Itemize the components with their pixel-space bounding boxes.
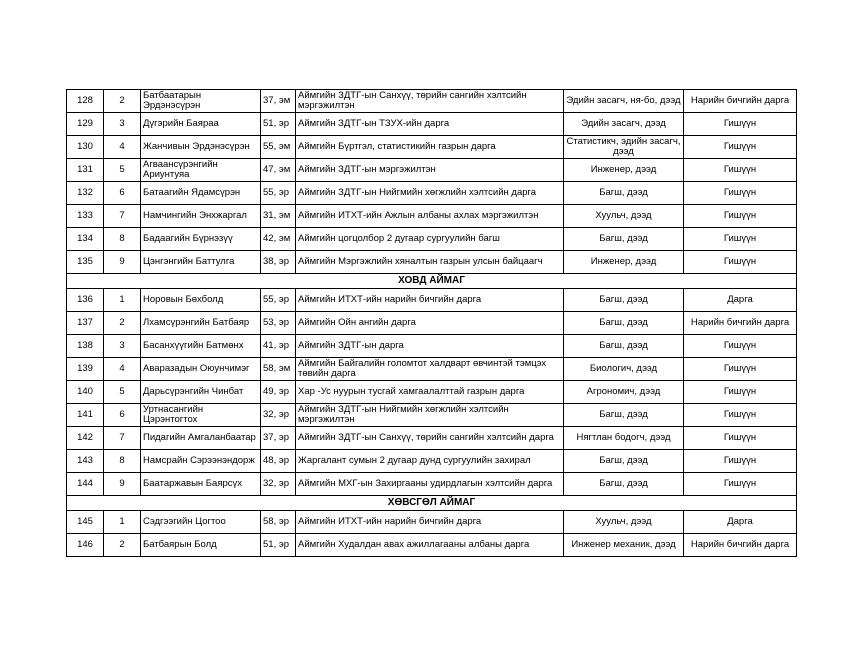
row-number: 135	[67, 251, 104, 274]
member-role: Гишүүн	[684, 335, 797, 358]
table-body	[67, 90, 797, 557]
row-index: 9	[104, 473, 141, 496]
member-position: Аймгийн Мэргэжлийн хяналтын газрын улсын байцаагч	[296, 251, 564, 274]
row-index: 3	[104, 113, 141, 136]
region-name: ХӨВСГӨЛ АЙМАГ	[67, 496, 797, 511]
region-header-row	[67, 496, 797, 511]
member-name: Басанхүүгийн Батмөнх	[141, 335, 261, 358]
member-education: Хуульч, дээд	[564, 205, 684, 228]
member-position: Аймгийн Ойн ангийн дарга	[296, 312, 564, 335]
member-name: Пидагийн Амгаланбаатар	[141, 427, 261, 450]
row-index: 6	[104, 404, 141, 427]
row-number: 132	[67, 182, 104, 205]
row-number: 144	[67, 473, 104, 496]
commission-members-table	[66, 89, 797, 557]
row-index: 4	[104, 358, 141, 381]
member-age-gender: 38, эр	[261, 251, 296, 274]
member-name: Агваансүрэнгийн Ариунтуяа	[141, 159, 261, 182]
member-education: Багш, дээд	[564, 182, 684, 205]
member-age-gender: 51, эр	[261, 113, 296, 136]
member-name: Намчингийн Энхжаргал	[141, 205, 261, 228]
member-role: Гишүүн	[684, 159, 797, 182]
row-index: 9	[104, 251, 141, 274]
row-number: 136	[67, 289, 104, 312]
member-age-gender: 51, эр	[261, 534, 296, 557]
member-role: Гишүүн	[684, 113, 797, 136]
member-education: Багш, дээд	[564, 335, 684, 358]
row-index: 7	[104, 205, 141, 228]
member-name: Аваразадын Оюунчимэг	[141, 358, 261, 381]
member-role: Дарга	[684, 289, 797, 312]
member-position: Аймгийн ЗДТГ-ын мэргэжилтэн	[296, 159, 564, 182]
member-role: Гишүүн	[684, 182, 797, 205]
member-role: Гишүүн	[684, 136, 797, 159]
member-education: Багш, дээд	[564, 473, 684, 496]
member-position: Аймгийн ЗДТГ-ын Санхүү, төрийн сангийн хэлтсийн дарга	[296, 427, 564, 450]
table-row	[67, 473, 797, 496]
member-education: Багш, дээд	[564, 404, 684, 427]
row-index: 6	[104, 182, 141, 205]
row-index: 4	[104, 136, 141, 159]
member-education: Инженер, дээд	[564, 159, 684, 182]
row-number: 141	[67, 404, 104, 427]
row-index: 1	[104, 511, 141, 534]
member-age-gender: 55, эр	[261, 182, 296, 205]
member-position: Аймгийн Бүртгэл, статистикийн газрын дарга	[296, 136, 564, 159]
member-name: Баатаржавын Баярсүх	[141, 473, 261, 496]
table-row	[67, 511, 797, 534]
member-name: Дарьсүрэнгийн Чинбат	[141, 381, 261, 404]
member-position: Аймгийн цогцолбор 2 дугаар сургуулийн багш	[296, 228, 564, 251]
member-education: Нягтлан бодогч, дээд	[564, 427, 684, 450]
member-age-gender: 32, эр	[261, 404, 296, 427]
member-position: Аймгийн ЗДТГ-ын Нийгмийн хөгжлийн хэлтсийн мэргэжилтэн	[296, 404, 564, 427]
row-index: 8	[104, 450, 141, 473]
table-row	[67, 534, 797, 557]
row-number: 130	[67, 136, 104, 159]
member-position: Аймгийн ЗДТГ-ын Нийгмийн хөгжлийн хэлтсийн дарга	[296, 182, 564, 205]
region-header-row	[67, 274, 797, 289]
member-age-gender: 53, эр	[261, 312, 296, 335]
member-name: Норовын Бөхболд	[141, 289, 261, 312]
row-index: 5	[104, 381, 141, 404]
row-index: 2	[104, 534, 141, 557]
table-row	[67, 90, 797, 113]
member-name: Лхамсүрэнгийн Батбаяр	[141, 312, 261, 335]
member-role: Гишүүн	[684, 404, 797, 427]
member-age-gender: 31, эм	[261, 205, 296, 228]
member-role: Гишүүн	[684, 228, 797, 251]
member-education: Багш, дээд	[564, 228, 684, 251]
row-number: 133	[67, 205, 104, 228]
table-row	[67, 381, 797, 404]
table-row	[67, 159, 797, 182]
member-position: Аймгийн ИТХТ-ийн нарийн бичгийн дарга	[296, 289, 564, 312]
row-number: 140	[67, 381, 104, 404]
table-row	[67, 427, 797, 450]
member-age-gender: 58, эм	[261, 358, 296, 381]
row-number: 131	[67, 159, 104, 182]
member-age-gender: 49, эр	[261, 381, 296, 404]
member-education: Багш, дээд	[564, 312, 684, 335]
table-row	[67, 182, 797, 205]
region-name: ХОВД АЙМАГ	[67, 274, 797, 289]
row-index: 3	[104, 335, 141, 358]
member-education: Агрономич, дээд	[564, 381, 684, 404]
table-row	[67, 404, 797, 427]
row-index: 8	[104, 228, 141, 251]
member-name: Батбаярын Болд	[141, 534, 261, 557]
row-number: 138	[67, 335, 104, 358]
member-role: Дарга	[684, 511, 797, 534]
row-index: 7	[104, 427, 141, 450]
member-education: Багш, дээд	[564, 289, 684, 312]
member-education: Инженер, дээд	[564, 251, 684, 274]
member-role: Гишүүн	[684, 427, 797, 450]
member-age-gender: 41, эр	[261, 335, 296, 358]
member-position: Аймгийн ЗДТГ-ын Санхүү, төрийн сангийн хэлтсийн мэргэжилтэн	[296, 90, 564, 113]
member-age-gender: 42, эм	[261, 228, 296, 251]
member-age-gender: 58, эр	[261, 511, 296, 534]
row-number: 137	[67, 312, 104, 335]
member-age-gender: 55, эм	[261, 136, 296, 159]
member-age-gender: 48, эр	[261, 450, 296, 473]
member-age-gender: 37, эр	[261, 427, 296, 450]
member-age-gender: 55, эр	[261, 289, 296, 312]
member-name: Дүгэрийн Баяраа	[141, 113, 261, 136]
member-position: Аймгийн ЗДТГ-ын ТЗУХ-ийн дарга	[296, 113, 564, 136]
member-name: Жанчивын Эрдэнэсүрэн	[141, 136, 261, 159]
table-row	[67, 289, 797, 312]
row-number: 143	[67, 450, 104, 473]
member-position: Аймгийн Байгалийн голомтот халдварт өвчинтэй тэмцэх төвийн дарга	[296, 358, 564, 381]
member-education: Статистикч, эдийн засагч, дээд	[564, 136, 684, 159]
member-role: Нарийн бичгийн дарга	[684, 90, 797, 113]
row-number: 145	[67, 511, 104, 534]
member-age-gender: 32, эр	[261, 473, 296, 496]
member-position: Хар -Ус нуурын тусгай хамгаалалттай газрын дарга	[296, 381, 564, 404]
member-name: Сэдгээгийн Цогтоо	[141, 511, 261, 534]
row-number: 128	[67, 90, 104, 113]
member-education: Инженер механик, дээд	[564, 534, 684, 557]
table-row	[67, 312, 797, 335]
member-position: Жаргалант сумын 2 дугаар дунд сургуулийн захирал	[296, 450, 564, 473]
row-index: 2	[104, 312, 141, 335]
table-row	[67, 136, 797, 159]
member-role: Нарийн бичгийн дарга	[684, 534, 797, 557]
row-index: 1	[104, 289, 141, 312]
member-position: Аймгийн МХГ-ын Захиргааны удирдлагын хэлтсийн дарга	[296, 473, 564, 496]
member-position: Аймгийн ЗДТГ-ын дарга	[296, 335, 564, 358]
member-role: Гишүүн	[684, 473, 797, 496]
member-education: Хуульч, дээд	[564, 511, 684, 534]
row-index: 2	[104, 90, 141, 113]
member-name: Уртнасангийн Цэрэнтогтох	[141, 404, 261, 427]
table-row	[67, 113, 797, 136]
member-position: Аймгийн ИТХТ-ийн нарийн бичгийн дарга	[296, 511, 564, 534]
member-age-gender: 47, эм	[261, 159, 296, 182]
member-position: Аймгийн Худалдан авах ажиллагааны албаны дарга	[296, 534, 564, 557]
row-number: 139	[67, 358, 104, 381]
row-index: 5	[104, 159, 141, 182]
member-name: Цэнгэнгийн Баттулга	[141, 251, 261, 274]
table-row	[67, 205, 797, 228]
member-role: Гишүүн	[684, 358, 797, 381]
member-position: Аймгийн ИТХТ-ийн Ажлын албаны ахлах мэргэжилтэн	[296, 205, 564, 228]
table-row	[67, 251, 797, 274]
row-number: 134	[67, 228, 104, 251]
row-number: 142	[67, 427, 104, 450]
member-role: Гишүүн	[684, 450, 797, 473]
table-row	[67, 335, 797, 358]
member-name: Бадаагийн Бүрнэзүү	[141, 228, 261, 251]
member-name: Намсрайн Сэрээнэндорж	[141, 450, 261, 473]
member-role: Гишүүн	[684, 251, 797, 274]
row-number: 129	[67, 113, 104, 136]
member-role: Гишүүн	[684, 205, 797, 228]
row-number: 146	[67, 534, 104, 557]
table-row	[67, 450, 797, 473]
member-role: Нарийн бичгийн дарга	[684, 312, 797, 335]
member-education: Эдийн засагч, дээд	[564, 113, 684, 136]
member-education: Багш, дээд	[564, 450, 684, 473]
member-education: Эдийн засагч, ня-бо, дээд	[564, 90, 684, 113]
member-age-gender: 37, эм	[261, 90, 296, 113]
member-name: Батаагийн Ядамсүрэн	[141, 182, 261, 205]
member-education: Биологич, дээд	[564, 358, 684, 381]
member-name: Батбаатарын Эрдэнэсүрэн	[141, 90, 261, 113]
member-role: Гишүүн	[684, 381, 797, 404]
table-row	[67, 358, 797, 381]
table-row	[67, 228, 797, 251]
